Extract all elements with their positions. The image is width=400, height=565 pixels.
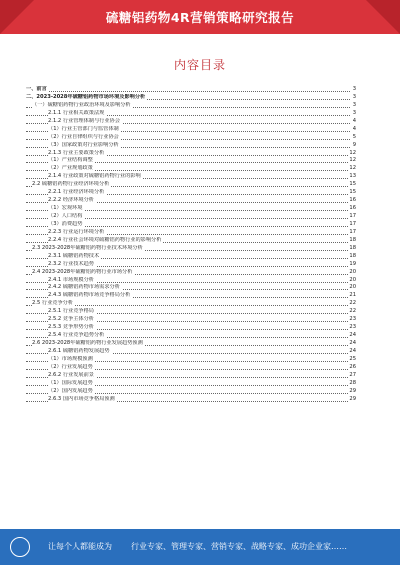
toc-entry-page: 24 bbox=[349, 332, 356, 339]
footer-slogan: 让每个人都能成为 bbox=[48, 542, 112, 551]
toc-entry[interactable] bbox=[26, 197, 356, 205]
toc-entry-title: （2）产业规划政策 bbox=[48, 165, 93, 172]
toc-entry-title: 2.1.4 行业政策对硫糖铝药物行业的影响 bbox=[48, 173, 141, 180]
toc-entry[interactable] bbox=[26, 134, 356, 142]
toc-entry-title: （2）人口结构 bbox=[48, 213, 83, 219]
toc-entry[interactable] bbox=[26, 261, 356, 269]
toc-entry[interactable] bbox=[26, 300, 356, 308]
toc-entry[interactable] bbox=[26, 102, 356, 110]
toc-entry[interactable] bbox=[26, 372, 356, 380]
logo-icon bbox=[10, 537, 30, 557]
toc-entry-title: 2.5 行业竞争分析 bbox=[32, 300, 74, 307]
toc-entry[interactable] bbox=[26, 157, 356, 165]
toc-entry-title: （1）国际发展趋势 bbox=[48, 379, 93, 386]
toc-entry[interactable] bbox=[26, 110, 356, 118]
toc-entry[interactable] bbox=[26, 126, 356, 134]
toc-entry-page: 29 bbox=[349, 395, 356, 402]
toc-entry[interactable] bbox=[26, 277, 356, 285]
toc-entry-page: 3 bbox=[352, 101, 356, 108]
toc-entry-page: 12 bbox=[349, 165, 356, 172]
toc-entry-title: 2.4.2 硫糖铝药物市场需求分析 bbox=[48, 284, 120, 291]
toc-entry[interactable] bbox=[26, 221, 356, 229]
toc-leader-dots bbox=[26, 91, 350, 92]
toc-entry-page: 20 bbox=[349, 284, 356, 291]
toc-entry-title: 2.5.3 竞争形势分析 bbox=[48, 324, 94, 331]
toc-entry-page: 13 bbox=[349, 173, 356, 180]
toc-entry-title: 一、前言 bbox=[26, 86, 47, 92]
toc-entry[interactable] bbox=[26, 364, 356, 372]
toc-entry[interactable] bbox=[26, 356, 356, 364]
toc-entry-title: 2.2.2 经济环境分析 bbox=[48, 197, 94, 204]
toc-entry-title: 2.6.1 硫糖铝药物发展趋势 bbox=[48, 347, 110, 354]
toc-entry[interactable] bbox=[26, 213, 356, 221]
toc-entry-page: 19 bbox=[349, 260, 356, 267]
toc-entry-title: 2.3 2023-2028年硫糖铝药物行业技术环境分析 bbox=[32, 244, 143, 251]
toc-entry-page: 3 bbox=[352, 109, 356, 116]
toc-entry-page: 4 bbox=[352, 117, 356, 124]
toc-entry[interactable] bbox=[26, 292, 356, 300]
toc-entry-page: 24 bbox=[349, 347, 356, 354]
toc-entry[interactable] bbox=[26, 284, 356, 292]
toc-entry[interactable] bbox=[26, 118, 356, 126]
toc-entry-title: 二、2023-2028年硫糖铝药物市场环境及影响分析 bbox=[26, 93, 146, 100]
toc-entry-page: 23 bbox=[349, 324, 356, 331]
toc-entry-title: 2.1.2 行业管理体制与行业协会 bbox=[48, 117, 120, 124]
toc-entry[interactable] bbox=[26, 86, 356, 94]
toc-entry-page: 4 bbox=[352, 125, 356, 132]
toc-entry[interactable] bbox=[26, 324, 356, 332]
toc-entry-page: 21 bbox=[349, 292, 356, 299]
toc-entry-title: 2.5.1 行业竞争格局 bbox=[48, 308, 94, 315]
toc-heading: 内容目录 bbox=[173, 58, 226, 72]
toc-entry-page: 25 bbox=[349, 355, 356, 362]
toc-entry-title: 2.3.1 硫糖铝药物技术 bbox=[48, 252, 100, 259]
toc-entry[interactable] bbox=[26, 229, 356, 237]
toc-entry[interactable] bbox=[26, 205, 356, 213]
toc-entry[interactable] bbox=[26, 269, 356, 277]
toc-entry-title: 2.2.1 行业经济环境分析 bbox=[48, 189, 105, 196]
toc-entry-page: 15 bbox=[349, 181, 356, 188]
toc-entry-title: 2.4.3 硫糖铝药物市场竞争格局分析 bbox=[48, 292, 131, 299]
toc-entry[interactable] bbox=[26, 308, 356, 316]
document-title: 硫糖铝药物4R营销策略研究报告 bbox=[105, 10, 295, 25]
toc-entry-title: 2.2.4 行业社会环境对硫糖铝药物行业的影响分析 bbox=[48, 236, 162, 243]
toc-entry-title: 2.5.4 行业竞争趋势分析 bbox=[48, 332, 105, 339]
toc-entry-title: （一）硫糖铝药物行业政治环境及影响分析 bbox=[32, 101, 131, 108]
toc-entry-title: 2.1.1 行业相关政策法规 bbox=[48, 109, 105, 116]
toc-entry-page: 29 bbox=[349, 387, 356, 394]
toc-entry-page: 5 bbox=[352, 133, 356, 140]
footer-services: 行业专家、管理专家、营销专家、战略专家、成功企业家…… bbox=[131, 542, 347, 551]
toc-entry-title: （3）消费趋势 bbox=[48, 220, 83, 227]
toc-entry-page: 28 bbox=[349, 379, 356, 386]
toc-entry-title: 2.2.3 行业运行环境分析 bbox=[48, 228, 105, 235]
toc-entry-page: 22 bbox=[349, 300, 356, 307]
toc-entry-title: 2.6.3 国内市场竞争格局预测 bbox=[48, 395, 115, 402]
toc-entry-page: 22 bbox=[349, 308, 356, 315]
toc-entry-title: 2.1.3 行业主要政策分析 bbox=[48, 149, 105, 156]
toc-entry-page: 18 bbox=[349, 252, 356, 259]
toc-entry-page: 9 bbox=[352, 141, 356, 148]
toc-entry-title: 2.6 2023-2028年硫糖铝药物行业发展趋势预测 bbox=[32, 340, 143, 346]
toc-entry-page: 18 bbox=[349, 236, 356, 243]
toc-entry[interactable] bbox=[26, 150, 356, 158]
toc-entry-title: 2.4.1 市场规模分析 bbox=[48, 276, 94, 283]
toc-entry-page: 16 bbox=[349, 205, 356, 212]
toc-entry[interactable] bbox=[26, 316, 356, 324]
toc-entry-title: （1）产业结构调整 bbox=[48, 157, 93, 164]
toc-entry-page: 15 bbox=[349, 189, 356, 196]
toc-entry-title: （1）行业主管部门与监管体制 bbox=[48, 125, 119, 132]
toc-entry-title: 2.3.2 行业技术趋势 bbox=[48, 260, 94, 267]
toc-entry-page: 20 bbox=[349, 268, 356, 275]
toc-entry-title: （1）宏观环境 bbox=[48, 205, 83, 212]
toc-entry-title: （1）市场规模预测 bbox=[48, 355, 93, 362]
toc-entry[interactable] bbox=[26, 94, 356, 102]
toc-entry[interactable] bbox=[26, 165, 356, 173]
toc-entry[interactable] bbox=[26, 181, 356, 189]
toc-entry-title: （2）行业发展趋势 bbox=[48, 363, 93, 370]
toc-entry-title: （2）行业自律组织与行业协会 bbox=[48, 133, 119, 140]
toc-entry[interactable] bbox=[26, 245, 356, 253]
footer-banner bbox=[0, 529, 400, 565]
toc-entry[interactable] bbox=[26, 142, 356, 150]
toc-entry-page: 17 bbox=[349, 220, 356, 227]
toc-entry-page: 17 bbox=[349, 213, 356, 219]
toc-entry[interactable] bbox=[26, 396, 356, 404]
toc-entry-title: 2.5.2 竞争主体分析 bbox=[48, 316, 94, 323]
toc-entry-page: 3 bbox=[352, 93, 356, 100]
header-banner bbox=[0, 0, 400, 34]
toc-entry-page: 23 bbox=[349, 316, 356, 323]
toc-entry-page: 26 bbox=[349, 363, 356, 370]
toc-entry-page: 17 bbox=[349, 228, 356, 235]
toc-entry-page: 27 bbox=[349, 371, 356, 378]
toc-entry-page: 3 bbox=[352, 86, 356, 92]
toc-entry-title: （3）国家政策对行业影响分析 bbox=[48, 141, 119, 148]
toc-entry-page: 20 bbox=[349, 276, 356, 283]
toc-entry[interactable] bbox=[26, 388, 356, 396]
toc-entry-page: 12 bbox=[349, 149, 356, 156]
toc-entry[interactable] bbox=[26, 173, 356, 181]
toc-entry-title: （2）国内发展趋势 bbox=[48, 387, 93, 394]
toc-entry-page: 12 bbox=[349, 157, 356, 164]
toc-entry[interactable] bbox=[26, 253, 356, 261]
toc-entry-title: 2.6.2 行业发展前景 bbox=[48, 371, 94, 378]
toc-entry[interactable] bbox=[26, 332, 356, 340]
toc-entry[interactable] bbox=[26, 348, 356, 356]
toc-entry[interactable] bbox=[26, 340, 356, 348]
toc-entry-page: 24 bbox=[349, 340, 356, 346]
toc-entry-page: 18 bbox=[349, 244, 356, 251]
toc-entry-title: 2.4 2023-2028年硫糖铝药物行业市场分析 bbox=[32, 268, 133, 275]
toc-entry-title: 2.2 硫糖铝药物行业经济环境分析 bbox=[32, 181, 110, 188]
toc-entry[interactable] bbox=[26, 380, 356, 388]
toc-entry[interactable] bbox=[26, 189, 356, 197]
toc-entry-page: 16 bbox=[349, 197, 356, 204]
toc-entry[interactable] bbox=[26, 237, 356, 245]
table-of-contents bbox=[26, 86, 356, 404]
